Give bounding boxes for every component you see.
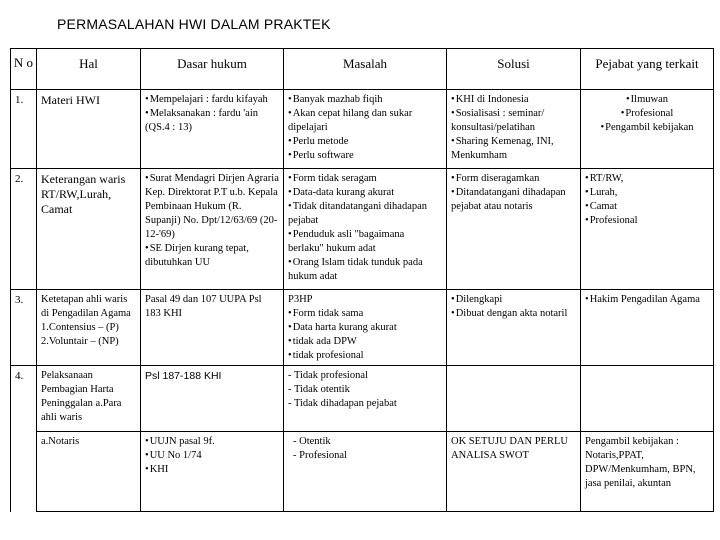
cell-hal: Pelaksanaan Pembagian Harta Peninggalan a.Para ahli waris bbox=[37, 366, 141, 432]
row-number: 1. bbox=[11, 90, 37, 169]
cell-solusi bbox=[447, 169, 581, 290]
cell-dasar-hukum: Psl 187-188 KHI bbox=[141, 366, 284, 432]
header-hal: Hal bbox=[37, 49, 141, 90]
cell-dasar-hukum bbox=[141, 432, 284, 512]
cell-solusi bbox=[447, 90, 581, 169]
list-item: • Profesional bbox=[585, 107, 709, 121]
list-item: - Tidak dihadapan pejabat bbox=[288, 397, 442, 411]
list-item: • KHI di Indonesia bbox=[451, 93, 576, 107]
list-item: • RT/RW, bbox=[585, 172, 709, 186]
list-item: • Data-data kurang akurat bbox=[288, 186, 442, 200]
list-item: • Akan cepat hilang dan sukar dipelajari bbox=[288, 107, 442, 135]
table-row bbox=[11, 290, 714, 366]
row-number: 2. bbox=[11, 169, 37, 290]
list-item: • Sosialisasi : seminar/ konsultasi/pelatihan bbox=[451, 107, 576, 135]
header-solusi: Solusi bbox=[447, 49, 581, 90]
cell-masalah bbox=[284, 432, 447, 512]
list-item: • Profesional bbox=[585, 214, 709, 228]
list-item: • Perlu metode bbox=[288, 135, 442, 149]
cell-hal: Materi HWI bbox=[37, 90, 141, 169]
cell-masalah bbox=[284, 90, 447, 169]
list-item: • Orang Islam tidak tunduk pada hukum adat bbox=[288, 256, 442, 284]
list-item: • Melaksanakan : fardu 'ain (QS.4 : 13) bbox=[145, 107, 279, 135]
header-row bbox=[11, 49, 714, 90]
cell-pejabat bbox=[581, 290, 714, 366]
list-item: • Banyak mazhab fiqih bbox=[288, 93, 442, 107]
list-item: • Form diseragamkan bbox=[451, 172, 576, 186]
list-item: • Surat Mendagri Dirjen Agraria Kep. Direktorat P.T u.b. Kepala Pembinaan Hukum (R. Supanji) No. Dpt/12/63/69 (20-12-'69) bbox=[145, 172, 279, 242]
list-item: • tidak profesional bbox=[288, 349, 442, 363]
list-item: • Pengambil kebijakan bbox=[585, 121, 709, 135]
cell-dasar-hukum: Pasal 49 dan 107 UUPA Psl 183 KHI bbox=[141, 290, 284, 366]
list-item: - Profesional bbox=[288, 449, 442, 463]
cell-pejabat bbox=[581, 90, 714, 169]
list-item: • tidak ada DPW bbox=[288, 335, 442, 349]
row-number: 3. bbox=[11, 290, 37, 366]
header-no: N o bbox=[11, 49, 37, 90]
list-item: • UU No 1/74 bbox=[145, 449, 279, 463]
cell-pejabat bbox=[581, 169, 714, 290]
row-number: 4. bbox=[11, 366, 37, 512]
table-row bbox=[11, 366, 714, 432]
list-item: • Lurah, bbox=[585, 186, 709, 200]
cell-solusi-empty bbox=[447, 366, 581, 432]
list-item: • Dibuat dengan akta notaril bbox=[451, 307, 576, 321]
list-item: • SE Dirjen kurang tepat, dibutuhkan UU bbox=[145, 242, 279, 270]
list-item: • Mempelajari : fardu kifayah bbox=[145, 93, 279, 107]
header-pejabat: Pejabat yang terkait bbox=[581, 49, 714, 90]
table-row bbox=[11, 432, 714, 512]
cell-dasar-hukum bbox=[141, 169, 284, 290]
list-item: • Dilengkapi bbox=[451, 293, 576, 307]
problems-table bbox=[10, 48, 714, 512]
cell-masalah bbox=[284, 290, 447, 366]
table-row bbox=[11, 169, 714, 290]
list-item: • Ilmuwan bbox=[585, 93, 709, 107]
list-item: • Form tidak sama bbox=[288, 307, 442, 321]
list-item: • Hakim Pengadilan Agama bbox=[585, 293, 709, 307]
list-item: • UUJN pasal 9f. bbox=[145, 435, 279, 449]
cell-pejabat-empty bbox=[581, 366, 714, 432]
cell-hal: Ketetapan ahli waris di Pengadilan Agama 1.Contensius – (P) 2.Voluntair – (NP) bbox=[37, 290, 141, 366]
list-item: • Penduduk asli "bagaimana berlaku" hukum adat bbox=[288, 228, 442, 256]
list-item: • Sharing Kemenag, INI, Menkumham bbox=[451, 135, 576, 163]
list-item: - Tidak otentik bbox=[288, 383, 442, 397]
page-title: PERMASALAHAN HWI DALAM PRAKTEK bbox=[57, 16, 331, 32]
list-item: - Tidak profesional bbox=[288, 369, 442, 383]
list-item: - Otentik bbox=[288, 435, 442, 449]
list-item: • Form tidak seragam bbox=[288, 172, 442, 186]
cell-solusi bbox=[447, 290, 581, 366]
list-item: • Ditandatangani dihadapan pejabat atau notaris bbox=[451, 186, 576, 214]
cell-pejabat: Pengambil kebijakan : Notaris,PPAT, DPW/Menkumham, BPN, jasa penilai, akuntan bbox=[581, 432, 714, 512]
cell-solusi: OK SETUJU DAN PERLU ANALISA SWOT bbox=[447, 432, 581, 512]
list-item: • Camat bbox=[585, 200, 709, 214]
table-row bbox=[11, 90, 714, 169]
list-item: • Data harta kurang akurat bbox=[288, 321, 442, 335]
list-item: • KHI bbox=[145, 463, 279, 477]
list-item: • Tidak ditandatangani dihadapan pejabat bbox=[288, 200, 442, 228]
header-masalah: Masalah bbox=[284, 49, 447, 90]
list-item: • Perlu software bbox=[288, 149, 442, 163]
cell-masalah bbox=[284, 366, 447, 432]
list-item: P3HP bbox=[288, 294, 313, 305]
cell-masalah bbox=[284, 169, 447, 290]
cell-hal: Keterangan waris RT/RW,Lurah, Camat bbox=[37, 169, 141, 290]
cell-dasar-hukum bbox=[141, 90, 284, 169]
cell-hal: a.Notaris bbox=[37, 432, 141, 512]
header-dasar-hukum: Dasar hukum bbox=[141, 49, 284, 90]
